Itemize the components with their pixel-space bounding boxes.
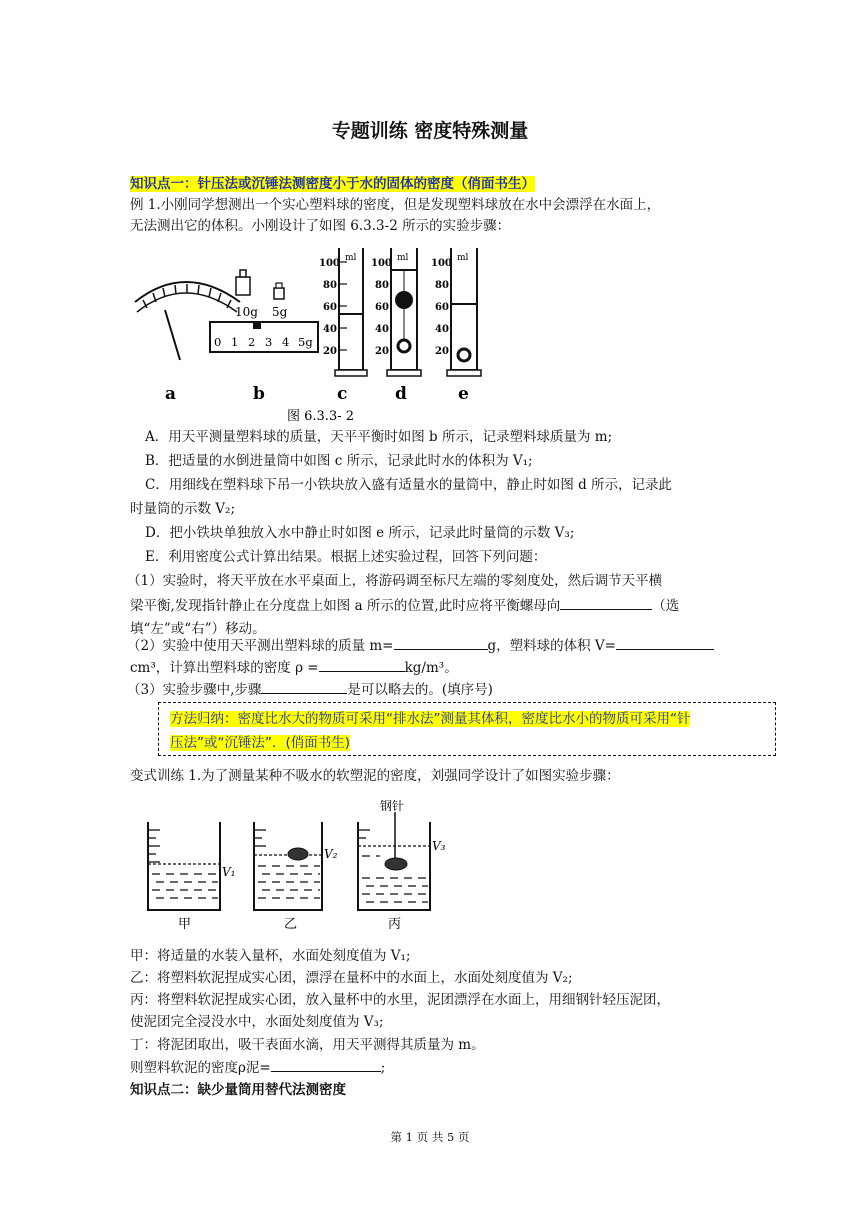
beaker-label-bing: 丙 xyxy=(388,917,402,932)
step-yi: 乙：将塑料软泥捏成实心团，漂浮在量杯中的水面上，水面处刻度值为 V₂; xyxy=(130,970,573,986)
svg-text:60: 60 xyxy=(375,302,389,313)
svg-text:40: 40 xyxy=(323,324,337,335)
beaker-label-yi: 乙 xyxy=(284,917,298,932)
svg-text:40: 40 xyxy=(375,324,389,335)
step-c-line-1: C．用细线在塑料球下吊一小铁块放入盛有适量水的量筒中，静止时如图 d 所示，记录此 xyxy=(145,477,673,493)
svg-text:20: 20 xyxy=(323,346,337,357)
step-ding: 丁：将泥团取出，吸干表面水滴，用天平测得其质量为 m。 xyxy=(130,1037,485,1053)
answer-blank-clay-density[interactable] xyxy=(271,1057,381,1072)
beaker-figure xyxy=(140,800,460,940)
svg-text:80: 80 xyxy=(435,280,449,291)
method-summary-line-2: 压法”或“沉锤法”．(俏面书生) xyxy=(170,735,351,751)
svg-text:3: 3 xyxy=(265,335,273,349)
svg-text:100: 100 xyxy=(371,258,392,269)
svg-text:80: 80 xyxy=(375,280,389,291)
question-1-line-3: 填“左”或“右”）移动。 xyxy=(130,621,266,637)
question-1-line-2: 梁平衡,发现指针静止在分度盘上如图 a 所示的位置,此时应将平衡螺母向 （选 xyxy=(130,595,679,616)
step-c-line-2: 时量筒的示数 V₂; xyxy=(130,501,236,517)
example-1-line-1: 例 1.小刚同学想测出一个实心塑料球的密度，但是发现塑料球放在水中会漂浮在水面上， xyxy=(130,197,661,213)
svg-text:ml: ml xyxy=(457,253,469,263)
svg-text:V₁: V₁ xyxy=(222,865,236,879)
answer-blank-density[interactable] xyxy=(319,657,405,672)
svg-text:1: 1 xyxy=(231,335,239,349)
beaker-jia xyxy=(148,822,235,910)
weights-b xyxy=(236,270,284,299)
steel-needle-label: 钢针 xyxy=(380,800,405,813)
svg-text:ml: ml xyxy=(345,253,357,263)
step-d: D．把小铁块单独放入水中静止时如图 e 所示，记录此时量筒的示数 V₃; xyxy=(145,525,575,541)
svg-text:100: 100 xyxy=(431,258,452,269)
variant-training-1: 变式训练 1.为了测量某种不吸水的软塑泥的密度，刘强同学设计了如图实验步骤： xyxy=(130,768,620,784)
label-b: b xyxy=(253,384,265,404)
example-1-line-2: 无法测出它的体积。小刚设计了如图 6.3.3-2 所示的实验步骤： xyxy=(130,218,511,234)
density-question: 则塑料软泥的密度ρ泥= ; xyxy=(130,1057,385,1078)
figure-caption: 图 6.3.3- 2 xyxy=(287,409,355,422)
svg-text:60: 60 xyxy=(435,302,449,313)
figure-6-3-3-2 xyxy=(125,242,505,422)
weight-5g-label: 5g xyxy=(272,305,288,319)
beaker-bing xyxy=(358,800,446,910)
question-1-line-1: （1）实验时，将天平放在水平桌面上，将游码调至标尺左端的零刻度处，然后调节天平横 xyxy=(127,573,663,589)
answer-blank-volume[interactable] xyxy=(616,635,714,650)
beaker-label-jia: 甲 xyxy=(178,917,192,932)
beaker-yi xyxy=(254,822,338,910)
question-2-line-1: （2）实验中使用天平测出塑料球的质量 m= g，塑料球的体积 V= xyxy=(127,635,714,656)
knowledge-point-1-text: 知识点一：针压法或沉锤法测密度小于水的固体的密度（俏面书生） xyxy=(130,176,535,192)
svg-text:80: 80 xyxy=(323,280,337,291)
step-jia: 甲：将适量的水装入量杯，水面处刻度值为 V₁; xyxy=(130,948,411,964)
cylinder-c xyxy=(319,248,367,376)
cylinder-e xyxy=(431,248,481,376)
knowledge-point-2: 知识点二：缺少量筒用替代法测密度 xyxy=(130,1082,346,1098)
svg-text:100: 100 xyxy=(319,258,340,269)
answer-blank-step[interactable] xyxy=(261,679,347,694)
label-d: d xyxy=(395,384,407,404)
knowledge-point-1 xyxy=(130,174,535,194)
label-c: c xyxy=(337,384,348,404)
svg-text:4: 4 xyxy=(282,335,290,349)
svg-text:20: 20 xyxy=(375,346,389,357)
step-a: A．用天平测量塑料球的质量，天平平衡时如图 b 所示，记录塑料球质量为 m; xyxy=(145,429,613,445)
step-bing-line-1: 丙：将塑料软泥捏成实心团，放入量杯中的水里，泥团漂浮在水面上，用细钢针轻压泥团， xyxy=(130,992,670,1008)
label-a: a xyxy=(165,384,177,404)
answer-blank-mass[interactable] xyxy=(394,635,488,650)
svg-text:V₃: V₃ xyxy=(432,839,446,853)
svg-text:2: 2 xyxy=(248,335,256,349)
svg-text:V₂: V₂ xyxy=(324,847,338,861)
step-e: E．利用密度公式计算出结果。根据上述实验过程，回答下列问题： xyxy=(145,549,547,565)
answer-blank-direction[interactable] xyxy=(560,595,652,610)
svg-text:40: 40 xyxy=(435,324,449,335)
svg-text:5g: 5g xyxy=(298,335,313,349)
step-b: B．把适量的水倒进量筒中如图 c 所示，记录此时水的体积为 V₁; xyxy=(145,453,533,469)
weight-10g-label: 10g xyxy=(235,305,258,319)
svg-text:0: 0 xyxy=(214,335,222,349)
question-2-line-2: cm³，计算出塑料球的密度 ρ = kg/m³。 xyxy=(130,657,458,678)
svg-text:20: 20 xyxy=(435,346,449,357)
step-bing-line-2: 使泥团完全浸没水中，水面处刻度值为 V₃; xyxy=(130,1014,384,1030)
label-e: e xyxy=(458,384,469,404)
cylinder-d xyxy=(371,248,421,376)
svg-text:60: 60 xyxy=(323,302,337,313)
page-footer: 第 1 页 共 5 页 xyxy=(390,1130,470,1144)
question-3: （3）实验步骤中,步骤 是可以略去的。(填序号) xyxy=(127,679,493,700)
method-summary-line-1: 方法归纳：密度比水大的物质可采用“排水法”测量其体积，密度比水小的物质可采用“针 xyxy=(170,711,691,727)
svg-text:ml: ml xyxy=(397,253,409,263)
page-title: 专题训练 密度特殊测量 xyxy=(331,120,529,142)
